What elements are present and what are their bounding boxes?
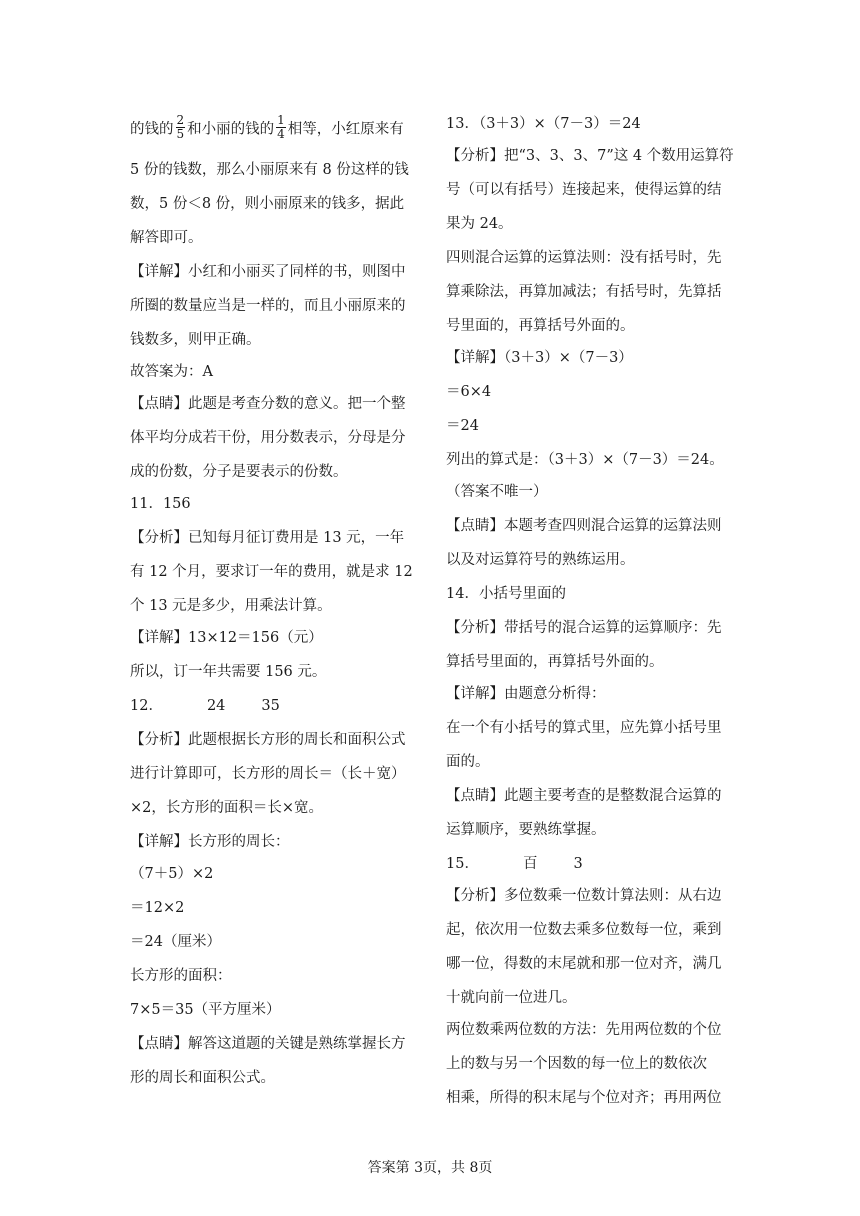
fraction-denominator: 5 — [176, 127, 185, 141]
question-number: 11．156 — [130, 496, 191, 512]
text-line: 【分析】把“3、3、3、7”这 4 个数用运算符 — [446, 148, 734, 164]
fraction-one-quarter — [276, 114, 286, 141]
text-line: 起，依次用一位数去乘多位数每一位，乘到 — [446, 922, 722, 938]
text-line: 哪一位，得数的末尾就和那一位对齐，满几 — [446, 956, 722, 972]
text-line: 【详解】由题意分析得： — [446, 686, 606, 702]
text-line: ＝24（厘米） — [130, 934, 221, 950]
text-line: 有 12 个月，要求订一年的费用，就是求 12 — [130, 564, 413, 580]
text-line: 数，5 份＜8 份，则小丽原来的钱多，据此 — [130, 196, 405, 212]
text-line: 所以，订一年共需要 156 元。 — [130, 664, 327, 680]
text-line: 进行计算即可，长方形的周长＝（长＋宽） — [130, 766, 406, 782]
text-line: 5 份的钱数，那么小丽原来有 8 份这样的钱 — [130, 162, 409, 178]
text-line: （7＋5）×2 — [130, 866, 214, 882]
text-line: 成的份数，分子是要表示的份数。 — [130, 464, 348, 480]
text-line: 解答即可。 — [130, 230, 203, 246]
text-span: 12． — [130, 698, 163, 714]
text-line: 体平均分成若干份，用分数表示，分母是分 — [130, 430, 406, 446]
text-line: ＝24 — [446, 418, 479, 434]
text-line: 【分析】此题根据长方形的周长和面积公式 — [130, 732, 406, 748]
question-number: 13．（3＋3）×（7－3）＝24 — [446, 116, 641, 132]
fraction-numerator: 2 — [176, 113, 185, 127]
text-line: 算乘除法，再算加减法；有括号时，先算括 — [446, 284, 722, 300]
text-line: 号（可以有括号）连接起来，使得运算的结 — [446, 182, 722, 198]
text-line: 运算顺序，要熟练掌握。 — [446, 822, 606, 838]
answer-blank: 3 — [573, 856, 583, 872]
text-line: 所圈的数量应当是一样的，而且小丽原来的 — [130, 298, 406, 314]
text-line: 长方形的面积： — [130, 968, 232, 984]
text-span: 和小丽的钱的 — [187, 121, 275, 138]
text-line: 【详解】小红和小丽买了同样的书，则图中 — [130, 264, 406, 280]
fraction-denominator: 4 — [277, 127, 285, 141]
fraction-two-fifths — [176, 114, 186, 141]
text-line: 个 13 元是多少，用乘法计算。 — [130, 598, 332, 614]
text-line: 两位数乘两位数的方法：先用两位数的个位 — [446, 1022, 722, 1038]
text-span: 的钱的 — [130, 121, 174, 138]
text-line: 在一个有小括号的算式里，应先算小括号里 — [446, 720, 722, 736]
text-line: 算括号里面的，再算括号外面的。 — [446, 654, 664, 670]
answer-blank: 24 — [206, 698, 226, 714]
text-line: 7×5＝35（平方厘米） — [130, 1002, 281, 1018]
text-line: 故答案为：A — [130, 364, 213, 380]
text-line: 【分析】已知每月征订费用是 13 元，一年 — [130, 530, 405, 546]
text-line: 【详解】（3＋3）×（7－3） — [446, 350, 633, 366]
text-line: 【点睛】此题主要考查的是整数混合运算的 — [446, 788, 722, 804]
question-number — [130, 696, 280, 716]
question-number — [446, 854, 583, 874]
text-line: 十就向前一位进几。 — [446, 990, 577, 1006]
text-line: 形的周长和面积公式。 — [130, 1070, 275, 1086]
page-footer: 答案第 3页，共 8页 — [367, 1160, 493, 1176]
answer-blank: 35 — [261, 698, 280, 714]
text-line: 【分析】多位数乘一位数计算法则：从右边 — [446, 888, 722, 904]
text-line: 列出的算式是：（3＋3）×（7－3）＝24。 — [446, 452, 724, 468]
text-line: ＝12×2 — [130, 900, 185, 916]
text-line: （答案不唯一） — [446, 484, 548, 500]
text-line: ×2，长方形的面积＝长×宽。 — [130, 800, 324, 816]
text-line — [130, 113, 404, 141]
question-number: 14．小括号里面的 — [446, 586, 566, 602]
fraction-numerator: 1 — [277, 113, 285, 127]
answer-blank: 百 — [522, 856, 538, 872]
text-line: ＝6×4 — [446, 384, 492, 400]
text-line: 以及对运算符号的熟练运用。 — [446, 552, 635, 568]
text-span: 15． — [446, 856, 479, 872]
text-line: 相乘，所得的积末尾与个位对齐；再用两位 — [446, 1090, 722, 1106]
text-line: 钱数多，则甲正确。 — [130, 332, 261, 348]
text-span: 相等，小红原来有 — [287, 121, 404, 138]
text-line: 【详解】13×12＝156（元） — [130, 630, 323, 646]
text-line: 【详解】长方形的周长： — [130, 834, 290, 850]
text-line: 【点睛】解答这道题的关键是熟练掌握长方 — [130, 1036, 406, 1052]
text-line: 号里面的，再算括号外面的。 — [446, 318, 635, 334]
text-line: 【点睛】本题考查四则混合运算的运算法则 — [446, 518, 722, 534]
text-line: 【分析】带括号的混合运算的运算顺序：先 — [446, 620, 722, 636]
text-line: 果为 24。 — [446, 216, 513, 232]
text-line: 面的。 — [446, 754, 490, 770]
text-line: 【点睛】此题是考查分数的意义。把一个整 — [130, 396, 406, 412]
text-line: 四则混合运算的运算法则：没有括号时，先 — [446, 250, 722, 266]
text-line: 上的数与另一个因数的每一位上的数依次 — [446, 1056, 707, 1072]
